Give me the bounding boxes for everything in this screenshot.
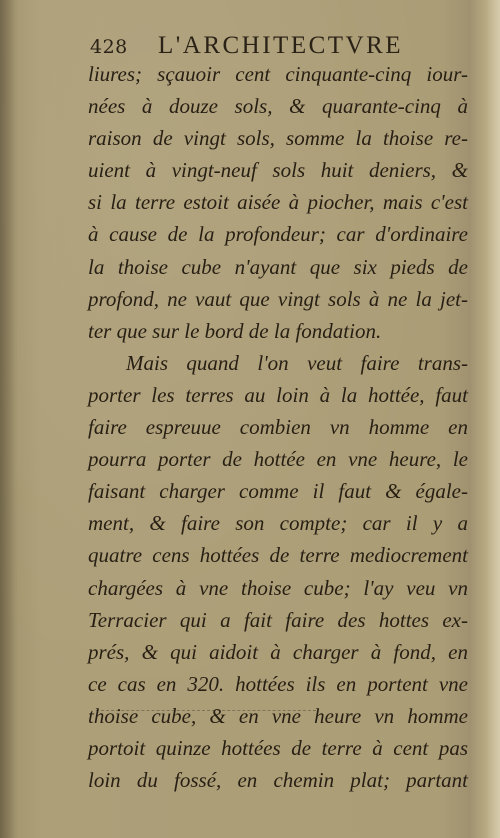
text-line: Terracier qui a fait faire des hottes ex- — [88, 607, 468, 632]
text-line: si la terre estoit aisée à piocher, mais c'est — [88, 190, 468, 215]
running-title: L'ARCHITECTVRE — [158, 32, 404, 59]
text-line: loin du fossé, en chemin plat; partant — [88, 768, 468, 793]
text-line: nées à douze sols, & quarante-cinq à — [88, 94, 468, 119]
spine-shadow — [0, 0, 18, 838]
page-edge — [486, 0, 500, 838]
text-line: ce cas en 320. hottées ils en portent vne — [88, 671, 468, 696]
text-line: quatre cens hottées de terre mediocrement — [88, 543, 468, 568]
text-line: raison de vingt sols, somme la thoise re- — [88, 126, 468, 151]
bottom-ink-marks — [96, 710, 316, 719]
text-line: prés, & qui aidoit à charger à fond, en — [88, 639, 468, 664]
text-line: la thoise cube n'ayant que six pieds de — [88, 254, 468, 279]
text-line: faire espreuue combien vn homme en — [88, 415, 468, 440]
page-number: 428 — [90, 36, 128, 58]
text-line: ter que sur le bord de la fondation. — [88, 318, 382, 343]
text-line: pourra porter de hottée en vne heure, le — [88, 447, 468, 472]
body-text — [88, 58, 468, 796]
paragraph-start-line: Mais quand l'on veut faire trans- — [126, 350, 468, 375]
text-line: à cause de la profondeur; car d'ordinaire — [88, 222, 468, 247]
text-line: chargées à vne thoise cube; l'ay veu vn — [88, 575, 468, 600]
text-line: porter les terres au loin à la hottée, faut — [88, 382, 468, 407]
text-line: liures; sçauoir cent cinquante-cinq iour- — [88, 62, 468, 86]
text-line: profond, ne vaut que vingt sols à ne la jet- — [88, 286, 468, 311]
text-line: ment, & faire son compte; car il y a — [88, 511, 468, 536]
text-line: portoit quinze hottées de terre à cent pas — [88, 735, 468, 760]
text-line: uient à vingt-neuf sols huit deniers, & — [88, 158, 468, 183]
text-line: faisant charger comme il faut & égale- — [88, 479, 468, 504]
text-line: thoise cube, & en vne heure vn homme — [88, 703, 468, 728]
